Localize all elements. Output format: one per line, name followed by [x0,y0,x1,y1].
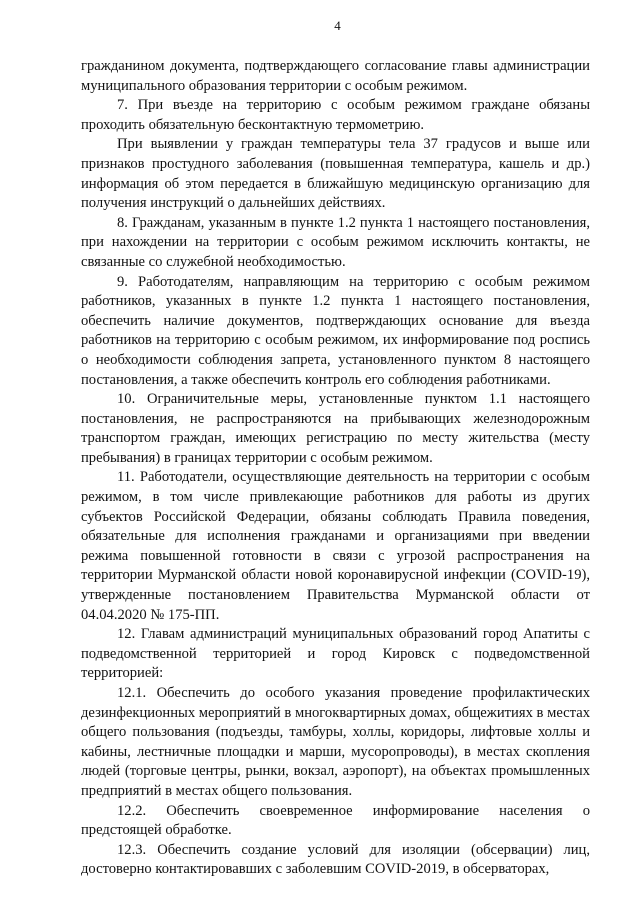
paragraph-item-10: 10. Ограничительные меры, установленные пунктом 1.1 настоящего постановления, не распространяются на прибывающих железнодорожным транспортом граждан, имеющих регистрацию по месту жительства (месту пребывания) в границах территории с особым режимом. [81,391,590,466]
document-body [81,57,590,880]
paragraph-temperature: При выявлении у граждан температуры тела 37 градусов и выше или признаков простудного заболевания (повышенная температура, кашель и др.) информация об этом передается в ближайшую медицинскую организацию для получения инструкций о дальнейших действиях. [81,136,590,212]
page-number: 4 [334,18,341,33]
paragraph-item-12-1: 12.1. Обеспечить до особого указания проведение профилактических дезинфекционных мероприятий в многоквартирных домах, общежитиях в местах общего пользования (подъезды, тамбуры, холлы, коридоры, лифтовые холлы и кабины, лестничные площадки и марши, мусоропроводы), в местах скопления людей (торговые центры, рынки, вокзал, аэропорт), на объектах промышленных предприятий в местах общего пользования. [81,685,590,799]
paragraph-item-8: 8. Гражданам, указанным в пункте 1.2 пункта 1 настоящего постановления, при нахождении на территории с особым режимом исключить контакты, не связанные со служебной необходимостью. [81,214,590,270]
paragraph-item-7: 7. При въезде на территорию с особым режимом граждане обязаны проходить обязательную бесконтактную термометрию. [81,97,590,133]
paragraph-item-12: 12. Главам администраций муниципальных образований город Апатиты с подведомственной территорией и город Кировск с подведомственной территорией: [81,626,590,682]
paragraph-item-12-3: 12.3. Обеспечить создание условий для изоляции (обсервации) лиц, достоверно контактировавших с заболевшим COVID-2019, в обсерваторах, [81,841,590,878]
paragraph-item-9: 9. Работодателям, направляющим на территорию с особым режимом работников, указанных в пункте 1.2 пункта 1 настоящего постановления, обеспечить наличие документов, подтверждающих основание для въезда работников на территорию с особым режимом, их информирование под роспись о необходимости соблюдения запрета, установленного пунктом 8 настоящего постановления, а также обеспечить контроль его соблюдения работниками. [81,273,590,388]
paragraph-continuation: гражданином документа, подтверждающего согласование главы администрации муниципального образования территории с особым режимом. [81,58,590,94]
paragraph-item-11: 11. Работодатели, осуществляющие деятельность на территории с особым режимом, в том числе привлекающие работников для работы из других субъектов Российской Федерации, обязаны соблюдать Правила поведения, обязательные для исполнения гражданами и организациями при введении режима повышенной готовности в связи с угрозой распространения на территории Мурманской области новой коронавирусной инфекции (COVID-19), утвержденные постановлением Правительства Мурманской области от 04.04.2020 № 175-ПП. [81,469,590,623]
paragraph-item-12-2: 12.2. Обеспечить своевременное информирование населения о предстоящей обработке. [81,802,590,839]
